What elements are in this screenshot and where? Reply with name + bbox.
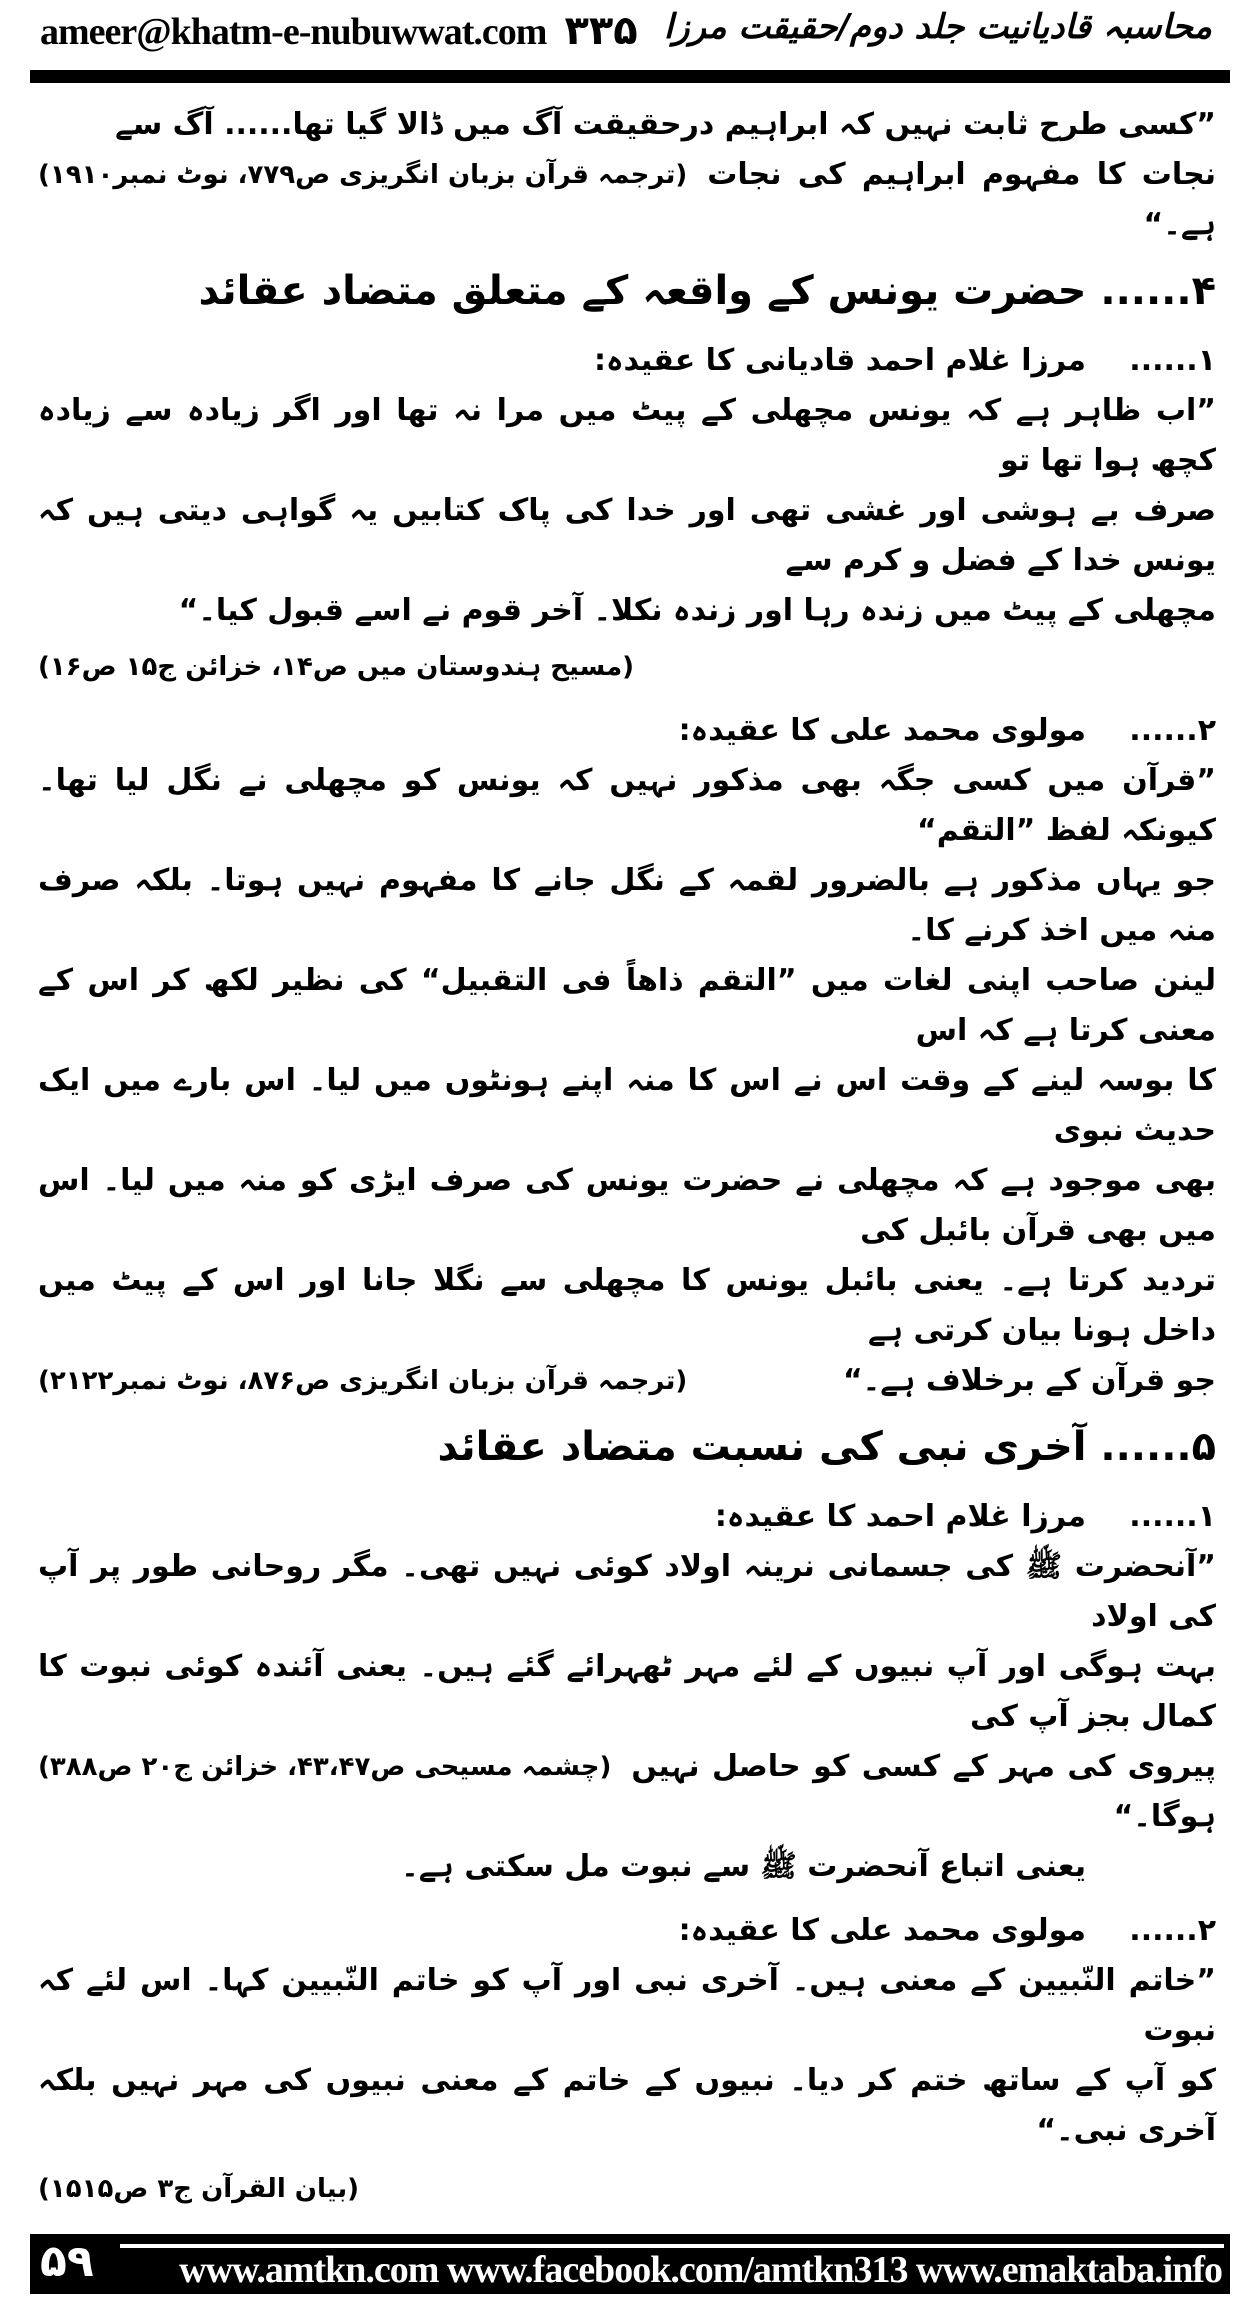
belief-label: مرزا غلام احمد قادیانی کا عقیدہ:	[593, 343, 1086, 378]
page-body	[0, 90, 1252, 2224]
header-email: ameer@khatm-e-nubuwwat.com	[40, 11, 547, 53]
text-line-with-ref	[38, 150, 1216, 250]
citation: (چشمہ مسیحی ص۴۳،۴۷، خزائن ج۲۰ ص۳۸۸)	[38, 1752, 612, 1782]
belief-subheading	[38, 336, 1216, 386]
text-line: پیروی کی مہر کے کسی کو حاصل نہیں ہوگا۔“	[631, 1749, 1216, 1834]
item-number: ۲......	[1129, 713, 1216, 748]
citation: (ترجمہ قرآن بزبان انگریزی ص۷۷۹، نوٹ نمبر۱۹۱۰)	[38, 160, 688, 190]
footer-page-number: ۵۹	[40, 2236, 94, 2287]
text-line: بھی موجود ہے کہ مچھلی نے حضرت یونس کی صرف ایڑی کو منہ میں لیا۔ اس میں بھی قرآن بائبل کی	[38, 1163, 1216, 1248]
citation: (بیان القرآن ج۳ ص۱۵۱۵)	[38, 2174, 360, 2204]
text-line: ”خاتم النّبیین کے معنی ہیں۔ آخری نبی اور آپ کو خاتم النّبیین کہا۔ اس لئے کہ نبوت	[38, 1963, 1216, 2048]
belief-label: مولوی محمد علی کا عقیدہ:	[678, 713, 1086, 748]
item-number: ۲......	[1129, 1913, 1216, 1948]
text-line: ”کسی طرح ثابت نہیں کہ ابراہیم درحقیقت آگ میں ڈالا گیا تھا...... آگ سے	[115, 107, 1216, 142]
text-line: جو قرآن کے برخلاف ہے۔“	[842, 1363, 1216, 1398]
text-line: جو یہاں مذکور ہے بالضرور لقمہ کے نگل جانے کا مفہوم نہیں ہوتا۔ بلکہ صرف منہ میں اخذ کرنے کا۔	[38, 863, 1216, 948]
text-line: صرف بے ہوشی اور غشی تھی اور خدا کی پاک کتابیں یہ گواہی دیتی ہیں کہ یونس خدا کے فضل و کرم سے	[38, 493, 1216, 578]
text-line: بہت ہوگی اور آپ نبیوں کے لئے مہر ٹھہرائے گئے ہیں۔ یعنی آئندہ کوئی نبوت کا کمال بجز آپ کی	[38, 1649, 1216, 1734]
book-page-number: ۳۳۵	[564, 8, 638, 54]
section-heading: ۵...... آخری نبی کی نسبت متضاد عقائد	[437, 1424, 1216, 1470]
citation: (ترجمہ قرآن بزبان انگریزی ص۸۷۶، نوٹ نمبر۲۱۲۲)	[38, 1366, 688, 1396]
note-line: یعنی اتباع آنحضرت ﷺ سے نبوت مل سکتی ہے۔	[401, 1849, 1086, 1884]
belief-label: مرزا غلام احمد کا عقیدہ:	[714, 1499, 1086, 1534]
belief-subheading	[38, 1906, 1216, 1956]
text-line: ”آنحضرت ﷺ کی جسمانی نرینہ اولاد کوئی نہیں تھی۔ مگر روحانی طور پر آپ کی اولاد	[38, 1549, 1216, 1634]
belief-subheading	[38, 706, 1216, 756]
section-heading: ۴...... حضرت یونس کے واقعہ کے متعلق متضاد عقائد	[198, 268, 1216, 314]
text-line: لینن صاحب اپنی لغات میں ”التقم ذاھاً فی التقبیل“ کی نظیر لکھ کر اس کے معنی کرتا ہے کہ اس	[38, 963, 1216, 1048]
belief-subheading	[38, 1492, 1216, 1542]
text-line: ”اب ظاہر ہے کہ یونس مچھلی کے پیٹ میں مرا نہ تھا اور اگر زیادہ سے زیادہ کچھ ہوا تھا تو	[38, 393, 1216, 478]
item-number: ۱......	[1129, 343, 1216, 378]
footer-urls: www.amtkn.com www.facebook.com/amtkn313 www.emaktaba.info	[179, 2249, 1222, 2291]
text-line: کو آپ کے ساتھ ختم کر دیا۔ نبیوں کے خاتم کے معنی نبیوں کی مہر نہیں بلکہ آخری نبی۔“	[38, 2063, 1216, 2148]
text-line-with-ref	[38, 1742, 1216, 1842]
item-number: ۱......	[1129, 1499, 1216, 1534]
header-left	[40, 8, 638, 54]
text-line: مچھلی کے پیٹ میں زندہ رہا اور زندہ نکلا۔ آخر قوم نے اسے قبول کیا۔“	[178, 593, 1216, 628]
belief-label: مولوی محمد علی کا عقیدہ:	[678, 1913, 1086, 1948]
header-rule	[30, 70, 1230, 83]
page-header	[0, 0, 1252, 90]
text-line-with-ref	[38, 1356, 1216, 1406]
citation: (مسیح ہندوستان میں ص۱۴، خزائن ج۱۵ ص۱۶)	[38, 652, 635, 682]
text-line: نجات کا مفہوم ابراہیم کی نجات ہے۔“	[707, 157, 1216, 242]
text-line: تردید کرتا ہے۔ یعنی بائبل یونس کا مچھلی سے نگلا جانا اور اس کے پیٹ میں داخل ہونا بیان کرتی ہے	[38, 1263, 1216, 1348]
book-title: محاسبہ قادیانیت جلد دوم/حقیقت مرزا	[663, 7, 1212, 47]
text-line: کا بوسہ لینے کے وقت اس نے اس کا منہ اپنے ہونٹوں میں لیا۔ اس بارے میں ایک حدیث نبوی	[38, 1063, 1216, 1148]
text-line: ”قرآن میں کسی جگہ بھی مذکور نہیں کہ یونس کو مچھلی نے نگل لیا تھا۔ کیونکہ لفظ ”التقم“	[38, 763, 1216, 848]
page-footer	[30, 2234, 1230, 2294]
